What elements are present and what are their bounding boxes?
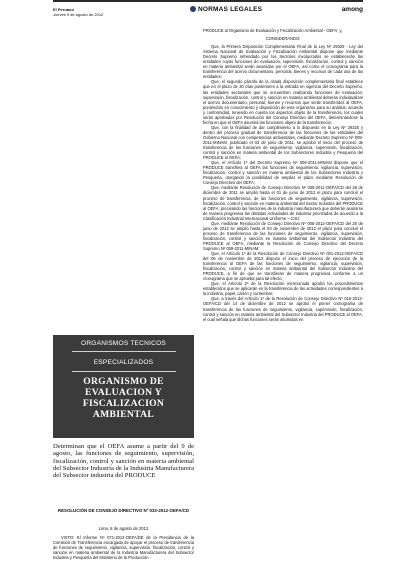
right-column [203, 28, 363, 322]
body-paragraph: Que, el Artículo 2º de la Resolución mencionada aprobó los procedimientos establecidos que se aplicarán en la transferencia de las actividades correspondientes a la industria, papel, cartón y curtiembre; [203, 281, 363, 297]
brand-mark-icon [190, 6, 196, 12]
newspaper-name: El Peruano [53, 7, 74, 12]
section-heading: CONSIDERANDO: [265, 36, 301, 42]
sector-divider [72, 371, 176, 372]
body-paragraph: PRODUCE al Organismo de Evaluación y Fiscalización Ambiental - OEFA; y, [203, 28, 343, 33]
brand-logo [190, 6, 262, 13]
page-number: among [341, 6, 363, 13]
body-paragraph: Que, la Primera Disposición Complementaria Final de la Ley Nº 29325 - Ley del Sistema Nacional de Evaluación y Fiscalización Ambiental dispone que mediante Decreto Supremo refrendado por los Sectores involucrados se establecerán las entidades cuyas funciones de evaluación, supervisión, fiscalización, control y sanción en materia ambiental serán asumidas por el OEFA, así como el cronograma para la transferencia del acervo documentario, personal, bienes y recursos de cada una de las entidades; [203, 44, 363, 80]
entity-name: ORGANISMO DE EVALUACION Y FISCALIZACION AMBIENTAL [82, 375, 165, 421]
body-paragraph: Que, mediante Resolución de Consejo Directivo Nº 005-2012-OEFA/CD del 25 de junio de 2012 se amplió hasta el 03 de noviembre de 2012 el plazo para concluir el proceso de transferencia de las funciones de seguimiento, vigilancia, supervisión, fiscalización, control y sanción en materia ambiental del Subsector Industria del PRODUCE al OEFA, mediante la Resolución de Consejo Directivo del Decreto Supremo Nº 009-2011-MINAM; [203, 220, 363, 251]
brand-name: NORMAS LEGALES [198, 6, 263, 13]
body-paragraph: VISTO: El Informe Nº 071-2012-OEFA/DE de la Presidencia de la Comisión de Transferencia encargada de apoyar el proceso de transferencia de funciones de seguimiento, vigilancia, supervisión, fiscalización, control y sanción en materia ambiental de la Industria Manufacturera del Subsector Industria y Pesquería del Ministerio de la Producción - [53, 535, 194, 561]
resolution-summary: Determinan que el OEFA asume a partir del 9 de agosto, las funciones de seguimiento, supervisión, fiscalización, control y sanción en materia ambiental del Subsector Industria de la Industria Manufacturera del Subsector industria del PRODUCE [53, 443, 194, 480]
body-paragraph: Que, el Artículo 1º de la Resolución de Consejo Directivo Nº 001-2012-OEFA/CD del 06 de noviembre de 2012 dispuso el inicio del proceso de ejecución de la transferencia al OEFA de las funciones de seguimiento, vigilancia, supervisión, fiscalización, control y sanción en materia ambiental del Subsector Industria del PRODUCE, a fin de que se transfieran de manera progresiva conforme a un cronograma que se aprueba para tal efecto; [203, 251, 363, 282]
sector-divider [72, 351, 176, 352]
sector-line-1: ORGANISMOS TECNICOS [80, 340, 166, 347]
masthead [53, 7, 103, 17]
body-paragraph: Que, mediante Resolución de Consejo Directivo Nº 008-2011-OEFA/CD del 28 de diciembre de 2011 se amplió hasta el 01 de junio de 2012 el plazo para concluir el proceso de transferencia, de las funciones de seguimiento, vigilancia, supervisión, fiscalización, control y sanción en materia ambiental del Sector Industria del PRODUCE al OEFA, precisando las funciones de la industria manufacturera que deberán asumirse de manera progresiva las distintas Actividades de industria priorizadas de acuerdo a la Clasificación Industrial Internacional Uniforme – CIIU; [203, 185, 363, 221]
issue-date: Jueves 9 de agosto de 2012 [53, 12, 104, 17]
sector-banner [53, 335, 194, 438]
body-paragraph: Que, con la finalidad de dar cumplimiento a lo dispuesto en la Ley Nº 29325 y dentro del proceso gradual de transferencia de las funciones de las entidades del Gobierno Nacional con competencias ambientales, mediante Decreto Supremo Nº 009-2011-MINAM, publicado el 03 de junio de 2011, se aprobó el inicio del proceso de transferencia de las funciones de seguimiento, vigilancia, supervisión, fiscalización, control y sanción en materia ambiental de los Subsectores Industria y Pesquería del PRODUCE al OEFA; [203, 124, 363, 161]
body-paragraph: Que, a través del Artículo 1º de la Resolución de Consejo Directivo Nº 015-2012-OEFA/CD del 14 de diciembre de 2012 se aprobó el primer cronograma de transferencia de las funciones de seguimiento, vigilancia, supervisión, fiscalización, control y sanción en materia ambiental del Subsector Industria del PRODUCE al OEFA, el cual señala que dichas funciones serán asumidas en [203, 296, 363, 322]
page-header [53, 3, 363, 27]
body-paragraph: Que, el segundo párrafo de la citada disposición complementaria final establece que en el plazo de 30 días posteriores a la entrada en vigencia del Decreto Supremo, las entidades sectoriales que se encuentren realizando funciones de evaluación, supervisión, fiscalización, control y sanción en materia ambiental deberán individualizar el acervo documentario, personal, bienes y recursos que serán transferidos al OEFA, poniéndolo en conocimiento y disposición de este organismo para su análisis, acuerdo y conformidad, teniendo en cuenta los aspectos objeto de la transferencia, los cuales serán aprobados por Resolución del Consejo Directivo del OEFA, determinándose la fecha en que el OEFA asumirá las funciones objeto de la transferencia; [203, 79, 363, 125]
resolution-date: Lima, 8 de agosto de 2012 [98, 526, 149, 531]
resolution-body [53, 535, 194, 560]
resolution-title: RESOLUCIÓN DE CONSEJO DIRECTIVO Nº 033-2012-OEFA/CD [57, 508, 190, 513]
sector-line-2: ESPECIALIZADOS [93, 359, 154, 367]
body-paragraph: Que, el Artículo 1º del Decreto Supremo Nº 009-2011-MINAM dispone que el PRODUCE transfiera al OEFA las funciones de seguimiento, vigilancia, supervisión, fiscalización, control y sanción en materia ambiental de los Subsectores Industria y Pesquería, otorgando la posibilidad de ampliar el plazo mediante Resolución de Consejo Directivo del OEFA; [203, 160, 363, 186]
top-rule [53, 0, 363, 2]
